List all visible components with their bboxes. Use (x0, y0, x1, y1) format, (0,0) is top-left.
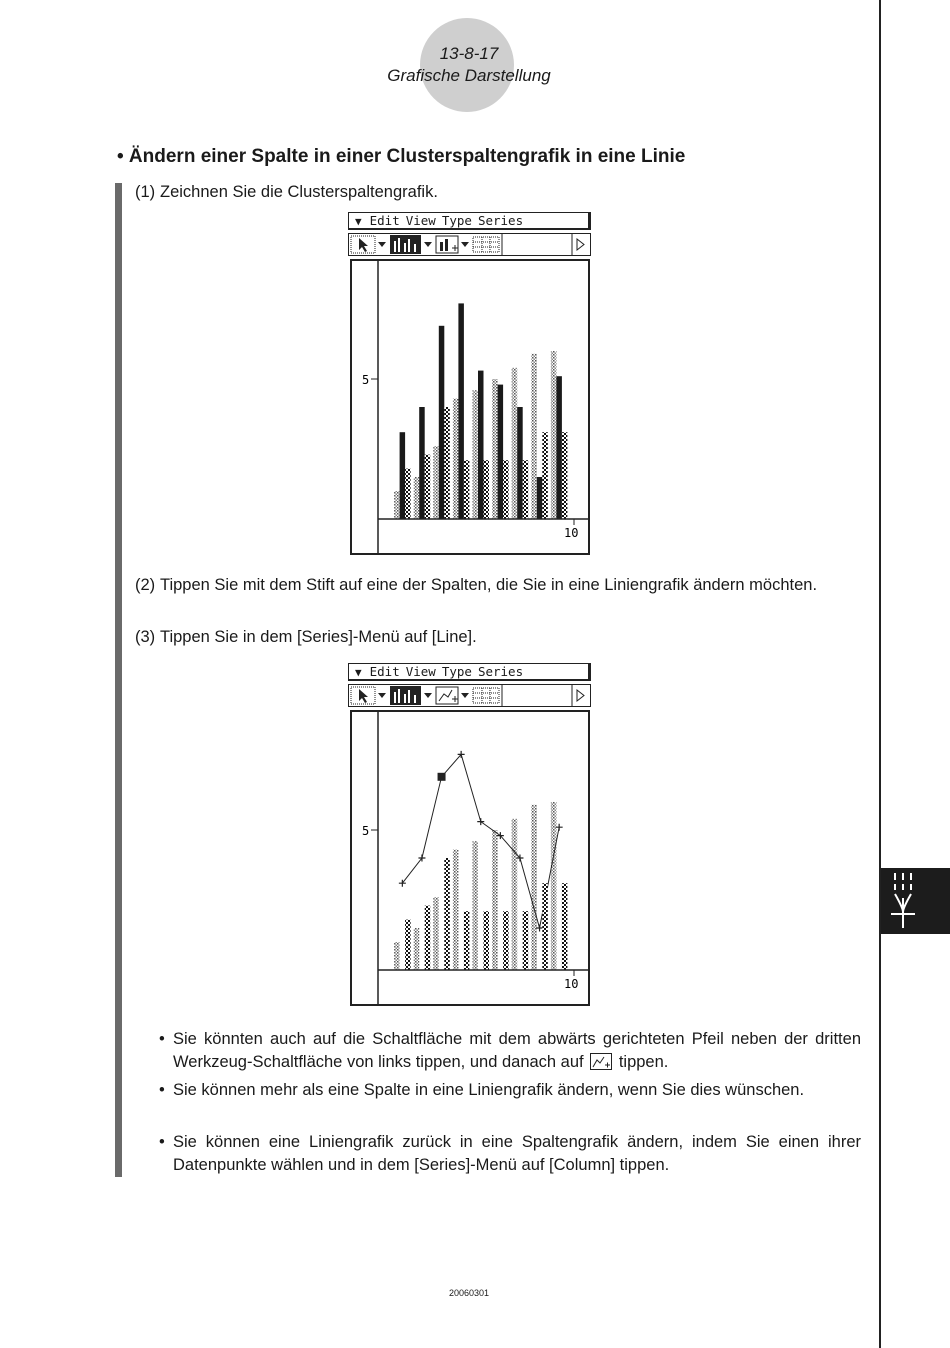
menu-edit[interactable]: Edit (369, 213, 400, 228)
bar[interactable] (439, 326, 445, 519)
toolbar (348, 684, 591, 707)
menu-icon[interactable]: ▼ (355, 215, 362, 228)
bar[interactable] (492, 830, 498, 970)
dropdown-arrow-icon[interactable] (378, 693, 386, 698)
y-tick-label: 5 (362, 824, 370, 838)
step-2 (135, 574, 825, 597)
bullet-text-part: Sie könnten auch auf die Schaltfläche mit dem abwärts gerichteten Pfeil neben der dritten Werkzeug-Schaltfläche von links tippen, und danach auf (173, 1030, 861, 1071)
bar[interactable] (414, 477, 420, 519)
line-point[interactable] (477, 818, 484, 825)
bar[interactable] (492, 379, 498, 519)
menu-type[interactable]: Type (441, 213, 472, 228)
bar[interactable] (425, 906, 431, 970)
bullet-text-part: tippen. (618, 1053, 669, 1071)
cluster-column-chart (352, 261, 588, 553)
bullet-item (159, 1079, 861, 1102)
bar[interactable] (531, 354, 537, 519)
bar[interactable] (458, 303, 464, 519)
bullet-text (173, 1028, 861, 1074)
graph-type-icon[interactable] (436, 236, 458, 253)
bar[interactable] (498, 385, 504, 519)
bar[interactable] (405, 920, 411, 970)
pointer-tool-icon[interactable] (351, 687, 375, 704)
bar[interactable] (484, 460, 490, 519)
bar[interactable] (419, 407, 425, 519)
page-number: 13-8-17 (439, 44, 499, 63)
step-number: (3) (135, 628, 156, 646)
bar[interactable] (464, 460, 470, 519)
selected-point[interactable] (438, 773, 446, 781)
column-graph-icon[interactable] (390, 235, 421, 254)
bar[interactable] (394, 942, 400, 970)
menu-type[interactable]: Type (441, 664, 472, 679)
bar[interactable] (562, 432, 568, 519)
grid-icon[interactable] (473, 688, 499, 703)
x-tick-label: 10 (564, 977, 579, 991)
dropdown-arrow-icon[interactable] (461, 693, 469, 698)
plot-area (350, 710, 590, 1006)
bar[interactable] (478, 371, 484, 519)
bar[interactable] (394, 491, 400, 519)
bullet-item (159, 1131, 861, 1177)
step-3 (135, 626, 825, 649)
menu-bar (348, 212, 591, 230)
scroll-right-icon[interactable] (577, 690, 584, 701)
step-text: Tippen Sie mit dem Stift auf eine der Spalten, die Sie in eine Liniengrafik ändern möchten. (160, 576, 818, 594)
bar[interactable] (453, 399, 459, 519)
bullet-dot: • (159, 1081, 165, 1099)
section-title: Grafische Darstellung (387, 66, 551, 85)
bar[interactable] (551, 802, 557, 970)
bar[interactable] (512, 819, 518, 970)
menu-view[interactable]: View (405, 664, 436, 679)
bar[interactable] (551, 351, 557, 519)
step-number: (1) (135, 183, 156, 201)
bar[interactable] (542, 883, 548, 970)
bullet-dot: • (159, 1030, 165, 1048)
step-text: Zeichnen Sie die Clusterspaltengrafik. (160, 183, 438, 201)
header-circle (420, 18, 514, 112)
dropdown-arrow-icon[interactable] (461, 242, 469, 247)
bar[interactable] (444, 407, 450, 519)
bar[interactable] (523, 911, 529, 970)
bullet-dot: • (159, 1133, 165, 1151)
menu-series[interactable]: Series (477, 213, 524, 228)
pointer-tool-icon[interactable] (351, 236, 375, 253)
bar[interactable] (405, 469, 411, 519)
menu-view[interactable]: View (405, 213, 436, 228)
column-line-chart (352, 712, 588, 1004)
menu-icon[interactable]: ▼ (355, 666, 362, 679)
step-text: Tippen Sie in dem [Series]-Menü auf [Line]. (160, 628, 477, 646)
bullet-text: Sie können eine Liniengrafik zurück in eine Spaltengrafik ändern, indem Sie einen ihrer Datenpunkte wählen und in dem [Series]-Menü auf [Column] tippen. (173, 1133, 861, 1174)
menu-edit[interactable]: Edit (369, 664, 400, 679)
bullet-text: Sie können mehr als eine Spalte in eine Liniengrafik ändern, wenn Sie dies wünschen. (173, 1081, 805, 1099)
dropdown-arrow-icon[interactable] (424, 693, 432, 698)
line-graph-icon (590, 1053, 612, 1070)
right-margin-rule (879, 0, 881, 1348)
bar[interactable] (433, 446, 439, 519)
bar[interactable] (433, 897, 439, 970)
bar[interactable] (523, 460, 529, 519)
bar[interactable] (503, 460, 509, 519)
dropdown-arrow-icon[interactable] (378, 242, 386, 247)
bar[interactable] (484, 911, 490, 970)
toolbar (348, 233, 591, 256)
step-number: (2) (135, 576, 156, 594)
calculator-screen-2 (348, 663, 593, 1009)
bar[interactable] (562, 883, 568, 970)
bar[interactable] (512, 368, 518, 519)
scroll-right-icon[interactable] (577, 239, 584, 250)
bar[interactable] (556, 376, 562, 519)
section-bar (115, 183, 122, 1177)
line-graph-icon[interactable] (436, 687, 458, 704)
graph-chapter-icon (881, 868, 950, 934)
bar[interactable] (542, 432, 548, 519)
bar[interactable] (464, 911, 470, 970)
dropdown-arrow-icon[interactable] (424, 242, 432, 247)
x-tick-label: 10 (564, 526, 579, 540)
footer-code: 20060301 (448, 1288, 490, 1298)
bar[interactable] (444, 858, 450, 970)
column-graph-icon[interactable] (390, 686, 421, 705)
bullet-item (159, 1028, 861, 1074)
bar[interactable] (400, 432, 406, 519)
bar[interactable] (531, 805, 537, 970)
bar[interactable] (425, 455, 431, 519)
line-point[interactable] (536, 925, 543, 932)
y-tick-label: 5 (362, 373, 370, 387)
bar[interactable] (473, 390, 479, 519)
section-heading: • Ändern einer Spalte in einer Clusterspaltengrafik in eine Linie (117, 146, 686, 167)
menu-bar (348, 663, 591, 681)
bar[interactable] (453, 850, 459, 970)
bar[interactable] (537, 477, 543, 519)
chapter-tab (881, 868, 950, 934)
bar[interactable] (517, 407, 523, 519)
bar[interactable] (473, 841, 479, 970)
line-point[interactable] (556, 824, 563, 831)
bar[interactable] (414, 928, 420, 970)
plot-area (350, 259, 590, 555)
step-1 (135, 181, 825, 204)
bar[interactable] (503, 911, 509, 970)
grid-icon[interactable] (473, 237, 499, 252)
menu-series[interactable]: Series (477, 664, 524, 679)
calculator-screen-1 (348, 212, 593, 558)
